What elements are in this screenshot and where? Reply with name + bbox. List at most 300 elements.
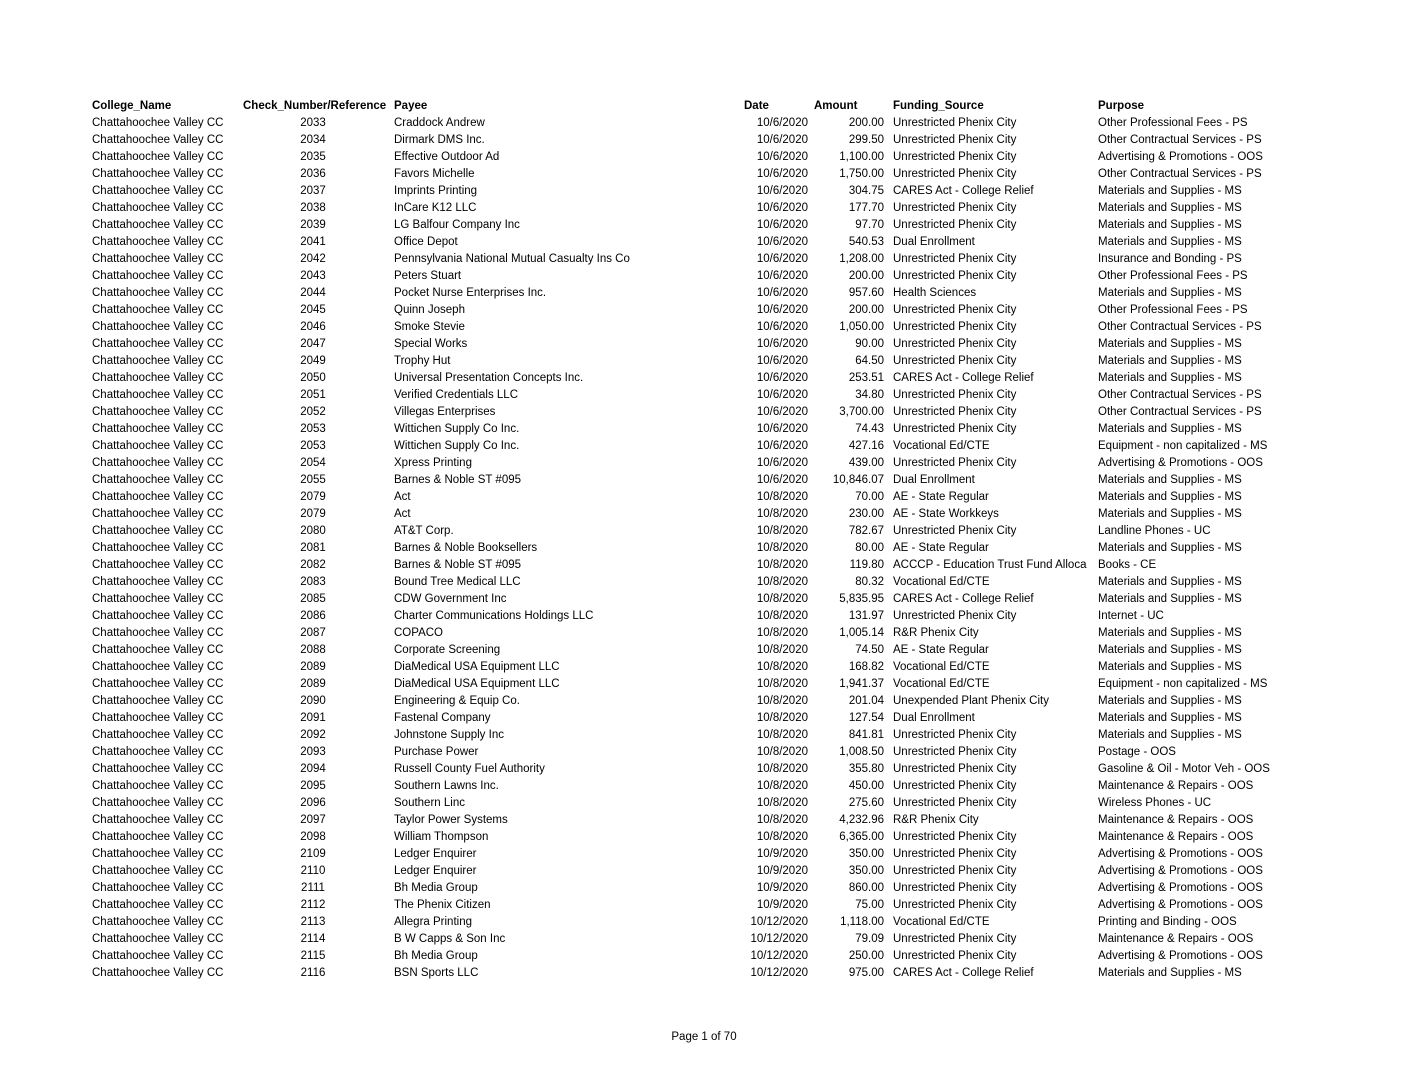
- cell-payee: Imprints Printing: [394, 185, 478, 197]
- cell-payee: Ledger Enquirer: [394, 848, 477, 860]
- cell-college-name: Chattahoochee Valley CC: [92, 831, 224, 843]
- cell-payee: Corporate Screening: [394, 644, 501, 656]
- table-row: [92, 591, 1312, 608]
- table-row: [92, 761, 1312, 778]
- cell-purpose: Materials and Supplies - MS: [1098, 644, 1242, 656]
- cell-payee: Fastenal Company: [394, 712, 491, 724]
- table-row: [92, 608, 1312, 625]
- cell-amount: 90.00: [855, 338, 884, 350]
- cell-payee: Peters Stuart: [394, 270, 462, 282]
- cell-payee: Favors Michelle: [394, 168, 475, 180]
- cell-purpose: Maintenance & Repairs - OOS: [1098, 831, 1254, 843]
- cell-college-name: Chattahoochee Valley CC: [92, 882, 224, 894]
- cell-date: 10/6/2020: [756, 355, 808, 367]
- cell-funding-source: Health Sciences: [893, 287, 977, 299]
- cell-purpose: Materials and Supplies - MS: [1098, 338, 1242, 350]
- table-row: [92, 404, 1312, 421]
- cell-purpose: Maintenance & Repairs - OOS: [1098, 814, 1254, 826]
- cell-amount: 75.00: [855, 899, 884, 911]
- cell-funding-source: Vocational Ed/CTE: [893, 440, 990, 452]
- cell-college-name: Chattahoochee Valley CC: [92, 644, 224, 656]
- cell-check-number: 2097: [300, 814, 326, 826]
- cell-funding-source: Unexpended Plant Phenix City: [893, 695, 1049, 707]
- cell-date: 10/6/2020: [756, 202, 808, 214]
- cell-college-name: Chattahoochee Valley CC: [92, 967, 224, 979]
- cell-payee: Engineering & Equip Co.: [394, 695, 520, 707]
- cell-college-name: Chattahoochee Valley CC: [92, 338, 224, 350]
- cell-purpose: Materials and Supplies - MS: [1098, 474, 1242, 486]
- cell-amount: 177.70: [848, 202, 884, 214]
- cell-payee: Dirmark DMS Inc.: [394, 134, 485, 146]
- cell-college-name: Chattahoochee Valley CC: [92, 423, 224, 435]
- cell-check-number: 2079: [300, 491, 326, 503]
- cell-payee: Smoke Stevie: [394, 321, 465, 333]
- cell-amount: 427.16: [848, 440, 884, 452]
- cell-check-number: 2091: [300, 712, 326, 724]
- cell-purpose: Materials and Supplies - MS: [1098, 202, 1242, 214]
- cell-funding-source: Unrestricted Phenix City: [893, 780, 1017, 792]
- cell-college-name: Chattahoochee Valley CC: [92, 950, 224, 962]
- cell-purpose: Other Professional Fees - PS: [1098, 117, 1248, 129]
- cell-date: 10/12/2020: [750, 916, 808, 928]
- cell-payee: B W Capps & Son Inc: [394, 933, 506, 945]
- cell-check-number: 2088: [300, 644, 326, 656]
- cell-purpose: Materials and Supplies - MS: [1098, 695, 1242, 707]
- cell-funding-source: Vocational Ed/CTE: [893, 576, 990, 588]
- cell-amount: 10,846.07: [832, 474, 884, 486]
- cell-payee: William Thompson: [394, 831, 489, 843]
- cell-funding-source: Dual Enrollment: [893, 236, 975, 248]
- cell-amount: 1,750.00: [839, 168, 884, 180]
- cell-payee: Act: [394, 508, 411, 520]
- cell-college-name: Chattahoochee Valley CC: [92, 916, 224, 928]
- cell-payee: Charter Communications Holdings LLC: [394, 610, 594, 622]
- cell-check-number: 2110: [300, 865, 326, 877]
- cell-payee: COPACO: [394, 627, 443, 639]
- table-row: [92, 948, 1312, 965]
- cell-college-name: Chattahoochee Valley CC: [92, 457, 224, 469]
- cell-purpose: Materials and Supplies - MS: [1098, 967, 1242, 979]
- cell-funding-source: Unrestricted Phenix City: [893, 729, 1017, 741]
- table-row: [92, 132, 1312, 149]
- cell-purpose: Materials and Supplies - MS: [1098, 712, 1242, 724]
- cell-college-name: Chattahoochee Valley CC: [92, 270, 224, 282]
- cell-check-number: 2050: [300, 372, 326, 384]
- table-row: [92, 506, 1312, 523]
- cell-date: 10/6/2020: [756, 185, 808, 197]
- cell-date: 10/9/2020: [756, 865, 808, 877]
- cell-purpose: Advertising & Promotions - OOS: [1098, 865, 1263, 877]
- cell-college-name: Chattahoochee Valley CC: [92, 695, 224, 707]
- transactions-table: [92, 98, 1312, 982]
- cell-date: 10/6/2020: [756, 338, 808, 350]
- cell-amount: 64.50: [855, 355, 884, 367]
- cell-funding-source: Unrestricted Phenix City: [893, 304, 1017, 316]
- table-row: [92, 234, 1312, 251]
- table-row: [92, 744, 1312, 761]
- page-number: Page 1 of 70: [671, 1031, 737, 1043]
- cell-date: 10/8/2020: [756, 831, 808, 843]
- cell-amount: 304.75: [848, 185, 884, 197]
- table-row: [92, 387, 1312, 404]
- cell-amount: 74.50: [855, 644, 884, 656]
- cell-payee: Southern Lawns Inc.: [394, 780, 499, 792]
- cell-check-number: 2083: [300, 576, 326, 588]
- cell-purpose: Materials and Supplies - MS: [1098, 372, 1242, 384]
- cell-date: 10/6/2020: [756, 321, 808, 333]
- cell-check-number: 2080: [300, 525, 326, 537]
- cell-college-name: Chattahoochee Valley CC: [92, 372, 224, 384]
- cell-college-name: Chattahoochee Valley CC: [92, 593, 224, 605]
- cell-check-number: 2086: [300, 610, 326, 622]
- cell-funding-source: Unrestricted Phenix City: [893, 270, 1017, 282]
- cell-amount: 3,700.00: [839, 406, 884, 418]
- table-row: [92, 914, 1312, 931]
- cell-amount: 355.80: [848, 763, 884, 775]
- cell-college-name: Chattahoochee Valley CC: [92, 780, 224, 792]
- cell-check-number: 2047: [300, 338, 326, 350]
- cell-college-name: Chattahoochee Valley CC: [92, 134, 224, 146]
- cell-funding-source: Unrestricted Phenix City: [893, 202, 1017, 214]
- table-header-row: [92, 98, 1312, 115]
- cell-check-number: 2079: [300, 508, 326, 520]
- cell-date: 10/6/2020: [756, 168, 808, 180]
- cell-purpose: Materials and Supplies - MS: [1098, 576, 1242, 588]
- cell-funding-source: Unrestricted Phenix City: [893, 219, 1017, 231]
- cell-check-number: 2052: [300, 406, 326, 418]
- cell-date: 10/6/2020: [756, 372, 808, 384]
- cell-purpose: Materials and Supplies - MS: [1098, 219, 1242, 231]
- cell-purpose: Equipment - non capitalized - MS: [1098, 678, 1268, 690]
- cell-funding-source: CARES Act - College Relief: [893, 967, 1034, 979]
- table-row: [92, 217, 1312, 234]
- cell-date: 10/8/2020: [756, 763, 808, 775]
- cell-payee: Wittichen Supply Co Inc.: [394, 423, 520, 435]
- cell-college-name: Chattahoochee Valley CC: [92, 865, 224, 877]
- cell-payee: DiaMedical USA Equipment LLC: [394, 661, 560, 673]
- cell-purpose: Materials and Supplies - MS: [1098, 542, 1242, 554]
- cell-college-name: Chattahoochee Valley CC: [92, 763, 224, 775]
- cell-check-number: 2115: [300, 950, 326, 962]
- cell-funding-source: Unrestricted Phenix City: [893, 423, 1017, 435]
- cell-purpose: Materials and Supplies - MS: [1098, 185, 1242, 197]
- cell-funding-source: Unrestricted Phenix City: [893, 134, 1017, 146]
- table-row: [92, 863, 1312, 880]
- cell-college-name: Chattahoochee Valley CC: [92, 508, 224, 520]
- cell-payee: The Phenix Citizen: [394, 899, 491, 911]
- cell-amount: 957.60: [848, 287, 884, 299]
- cell-amount: 250.00: [848, 950, 884, 962]
- cell-funding-source: Unrestricted Phenix City: [893, 321, 1017, 333]
- cell-purpose: Other Contractual Services - PS: [1098, 168, 1262, 180]
- header-amount: Amount: [814, 100, 858, 112]
- cell-date: 10/6/2020: [756, 474, 808, 486]
- cell-date: 10/12/2020: [750, 950, 808, 962]
- cell-purpose: Landline Phones - UC: [1098, 525, 1211, 537]
- header-date: Date: [744, 100, 769, 112]
- cell-date: 10/8/2020: [756, 525, 808, 537]
- cell-amount: 201.04: [848, 695, 884, 707]
- header-check-number: Check_Number/Reference: [243, 100, 387, 112]
- table-row: [92, 540, 1312, 557]
- cell-amount: 350.00: [848, 848, 884, 860]
- cell-college-name: Chattahoochee Valley CC: [92, 304, 224, 316]
- cell-college-name: Chattahoochee Valley CC: [92, 729, 224, 741]
- cell-date: 10/6/2020: [756, 287, 808, 299]
- table-row: [92, 931, 1312, 948]
- cell-amount: 439.00: [848, 457, 884, 469]
- cell-date: 10/8/2020: [756, 780, 808, 792]
- table-row: [92, 251, 1312, 268]
- cell-purpose: Advertising & Promotions - OOS: [1098, 848, 1263, 860]
- cell-amount: 860.00: [848, 882, 884, 894]
- cell-funding-source: Unrestricted Phenix City: [893, 525, 1017, 537]
- table-row: [92, 353, 1312, 370]
- cell-college-name: Chattahoochee Valley CC: [92, 712, 224, 724]
- cell-college-name: Chattahoochee Valley CC: [92, 610, 224, 622]
- cell-payee: CDW Government Inc: [394, 593, 507, 605]
- cell-payee: Bh Media Group: [394, 882, 478, 894]
- cell-date: 10/6/2020: [756, 134, 808, 146]
- cell-funding-source: Unrestricted Phenix City: [893, 933, 1017, 945]
- cell-college-name: Chattahoochee Valley CC: [92, 185, 224, 197]
- cell-purpose: Internet - UC: [1098, 610, 1164, 622]
- cell-payee: Johnstone Supply Inc: [394, 729, 504, 741]
- cell-payee: Special Works: [394, 338, 468, 350]
- table-row: [92, 625, 1312, 642]
- cell-funding-source: AE - State Regular: [893, 644, 989, 656]
- cell-date: 10/6/2020: [756, 423, 808, 435]
- table-row: [92, 642, 1312, 659]
- cell-funding-source: Unrestricted Phenix City: [893, 763, 1017, 775]
- cell-purpose: Materials and Supplies - MS: [1098, 729, 1242, 741]
- cell-college-name: Chattahoochee Valley CC: [92, 355, 224, 367]
- cell-college-name: Chattahoochee Valley CC: [92, 236, 224, 248]
- cell-date: 10/12/2020: [750, 967, 808, 979]
- cell-amount: 70.00: [855, 491, 884, 503]
- cell-payee: AT&T Corp.: [394, 525, 454, 537]
- cell-college-name: Chattahoochee Valley CC: [92, 491, 224, 503]
- cell-date: 10/8/2020: [756, 627, 808, 639]
- cell-check-number: 2038: [300, 202, 326, 214]
- cell-amount: 200.00: [848, 117, 884, 129]
- cell-funding-source: Unrestricted Phenix City: [893, 151, 1017, 163]
- cell-amount: 131.97: [848, 610, 884, 622]
- cell-payee: DiaMedical USA Equipment LLC: [394, 678, 560, 690]
- table-row: [92, 149, 1312, 166]
- cell-date: 10/9/2020: [756, 882, 808, 894]
- cell-college-name: Chattahoochee Valley CC: [92, 253, 224, 265]
- cell-payee: Craddock Andrew: [394, 117, 485, 129]
- cell-purpose: Materials and Supplies - MS: [1098, 508, 1242, 520]
- cell-college-name: Chattahoochee Valley CC: [92, 219, 224, 231]
- cell-payee: Villegas Enterprises: [394, 406, 496, 418]
- cell-check-number: 2109: [300, 848, 326, 860]
- cell-college-name: Chattahoochee Valley CC: [92, 168, 224, 180]
- cell-college-name: Chattahoochee Valley CC: [92, 746, 224, 758]
- cell-funding-source: Unrestricted Phenix City: [893, 389, 1017, 401]
- cell-amount: 168.82: [848, 661, 884, 673]
- cell-date: 10/6/2020: [756, 440, 808, 452]
- cell-funding-source: Unrestricted Phenix City: [893, 950, 1017, 962]
- cell-purpose: Other Contractual Services - PS: [1098, 134, 1262, 146]
- cell-funding-source: Unrestricted Phenix City: [893, 168, 1017, 180]
- cell-funding-source: Unrestricted Phenix City: [893, 746, 1017, 758]
- cell-payee: Verified Credentials LLC: [394, 389, 519, 401]
- cell-date: 10/8/2020: [756, 746, 808, 758]
- cell-check-number: 2044: [300, 287, 326, 299]
- cell-check-number: 2036: [300, 168, 326, 180]
- cell-payee: Purchase Power: [394, 746, 479, 758]
- header-funding-source: Funding_Source: [893, 100, 984, 112]
- cell-amount: 79.09: [855, 933, 884, 945]
- cell-purpose: Advertising & Promotions - OOS: [1098, 151, 1263, 163]
- cell-funding-source: Dual Enrollment: [893, 474, 975, 486]
- cell-amount: 200.00: [848, 270, 884, 282]
- cell-funding-source: Vocational Ed/CTE: [893, 661, 990, 673]
- cell-payee: Quinn Joseph: [394, 304, 465, 316]
- cell-date: 10/8/2020: [756, 559, 808, 571]
- cell-date: 10/6/2020: [756, 236, 808, 248]
- cell-purpose: Advertising & Promotions - OOS: [1098, 882, 1263, 894]
- cell-check-number: 2093: [300, 746, 326, 758]
- cell-check-number: 2039: [300, 219, 326, 231]
- cell-check-number: 2051: [300, 389, 326, 401]
- cell-amount: 230.00: [848, 508, 884, 520]
- cell-funding-source: ACCCP - Education Trust Fund Alloca: [893, 559, 1087, 571]
- table-row: [92, 166, 1312, 183]
- cell-amount: 6,365.00: [839, 831, 884, 843]
- cell-purpose: Printing and Binding - OOS: [1098, 916, 1237, 928]
- cell-date: 10/6/2020: [756, 117, 808, 129]
- cell-check-number: 2035: [300, 151, 326, 163]
- table-row: [92, 370, 1312, 387]
- cell-purpose: Advertising & Promotions - OOS: [1098, 950, 1263, 962]
- cell-purpose: Other Professional Fees - PS: [1098, 304, 1248, 316]
- table-row: [92, 302, 1312, 319]
- cell-funding-source: Unrestricted Phenix City: [893, 865, 1017, 877]
- cell-amount: 1,118.00: [840, 916, 884, 928]
- table-row: [92, 336, 1312, 353]
- cell-amount: 119.80: [849, 559, 884, 571]
- cell-date: 10/6/2020: [756, 457, 808, 469]
- cell-amount: 1,008.50: [839, 746, 884, 758]
- cell-amount: 253.51: [848, 372, 884, 384]
- cell-purpose: Maintenance & Repairs - OOS: [1098, 933, 1254, 945]
- cell-funding-source: Unrestricted Phenix City: [893, 406, 1017, 418]
- cell-amount: 540.53: [848, 236, 884, 248]
- cell-check-number: 2096: [300, 797, 326, 809]
- cell-payee: Pocket Nurse Enterprises Inc.: [394, 287, 547, 299]
- cell-payee: Wittichen Supply Co Inc.: [394, 440, 520, 452]
- cell-amount: 1,941.37: [839, 678, 884, 690]
- cell-funding-source: CARES Act - College Relief: [893, 593, 1034, 605]
- table-row: [92, 557, 1312, 574]
- cell-date: 10/8/2020: [756, 678, 808, 690]
- cell-date: 10/9/2020: [756, 899, 808, 911]
- cell-funding-source: CARES Act - College Relief: [893, 185, 1034, 197]
- cell-funding-source: AE - State Regular: [893, 542, 989, 554]
- cell-check-number: 2114: [300, 933, 326, 945]
- cell-check-number: 2041: [300, 236, 326, 248]
- cell-amount: 80.32: [855, 576, 884, 588]
- table-row: [92, 574, 1312, 591]
- cell-purpose: Other Contractual Services - PS: [1098, 389, 1262, 401]
- cell-payee: BSN Sports LLC: [394, 967, 479, 979]
- cell-funding-source: AE - State Workkeys: [893, 508, 999, 520]
- cell-college-name: Chattahoochee Valley CC: [92, 525, 224, 537]
- cell-check-number: 2082: [300, 559, 326, 571]
- cell-payee: Universal Presentation Concepts Inc.: [394, 372, 584, 384]
- cell-college-name: Chattahoochee Valley CC: [92, 559, 224, 571]
- cell-check-number: 2116: [300, 967, 326, 979]
- cell-amount: 299.50: [848, 134, 884, 146]
- table-row: [92, 438, 1312, 455]
- cell-funding-source: R&R Phenix City: [893, 814, 979, 826]
- cell-purpose: Gasoline & Oil - Motor Veh - OOS: [1098, 763, 1270, 775]
- cell-college-name: Chattahoochee Valley CC: [92, 406, 224, 418]
- cell-date: 10/8/2020: [756, 610, 808, 622]
- table-row: [92, 455, 1312, 472]
- cell-check-number: 2053: [300, 440, 326, 452]
- table-row: [92, 846, 1312, 863]
- table-row: [92, 829, 1312, 846]
- cell-amount: 975.00: [848, 967, 884, 979]
- cell-check-number: 2043: [300, 270, 326, 282]
- cell-check-number: 2034: [300, 134, 326, 146]
- cell-purpose: Materials and Supplies - MS: [1098, 423, 1242, 435]
- cell-purpose: Materials and Supplies - MS: [1098, 593, 1242, 605]
- cell-funding-source: Unrestricted Phenix City: [893, 899, 1017, 911]
- cell-college-name: Chattahoochee Valley CC: [92, 797, 224, 809]
- cell-payee: Office Depot: [394, 236, 458, 248]
- cell-payee: Russell County Fuel Authority: [394, 763, 545, 775]
- cell-amount: 450.00: [848, 780, 884, 792]
- cell-check-number: 2112: [300, 899, 326, 911]
- table-row: [92, 693, 1312, 710]
- cell-funding-source: Vocational Ed/CTE: [893, 916, 990, 928]
- cell-funding-source: AE - State Regular: [893, 491, 989, 503]
- cell-college-name: Chattahoochee Valley CC: [92, 627, 224, 639]
- cell-purpose: Materials and Supplies - MS: [1098, 661, 1242, 673]
- cell-date: 10/8/2020: [756, 712, 808, 724]
- cell-check-number: 2037: [300, 185, 326, 197]
- cell-check-number: 2085: [300, 593, 326, 605]
- cell-date: 10/12/2020: [750, 933, 808, 945]
- cell-purpose: Other Contractual Services - PS: [1098, 406, 1262, 418]
- cell-purpose: Advertising & Promotions - OOS: [1098, 457, 1263, 469]
- table-row: [92, 115, 1312, 132]
- cell-purpose: Other Contractual Services - PS: [1098, 321, 1262, 333]
- cell-funding-source: Unrestricted Phenix City: [893, 882, 1017, 894]
- cell-amount: 1,005.14: [839, 627, 884, 639]
- cell-amount: 74.43: [855, 423, 884, 435]
- cell-payee: Ledger Enquirer: [394, 865, 477, 877]
- cell-college-name: Chattahoochee Valley CC: [92, 899, 224, 911]
- cell-amount: 80.00: [855, 542, 884, 554]
- table-row: [92, 200, 1312, 217]
- cell-college-name: Chattahoochee Valley CC: [92, 678, 224, 690]
- cell-amount: 4,232.96: [839, 814, 884, 826]
- cell-funding-source: Vocational Ed/CTE: [893, 678, 990, 690]
- cell-check-number: 2111: [301, 882, 325, 894]
- cell-check-number: 2092: [300, 729, 326, 741]
- table-row: [92, 285, 1312, 302]
- table-row: [92, 880, 1312, 897]
- cell-date: 10/6/2020: [756, 151, 808, 163]
- cell-purpose: Books - CE: [1098, 559, 1157, 571]
- cell-amount: 97.70: [855, 219, 884, 231]
